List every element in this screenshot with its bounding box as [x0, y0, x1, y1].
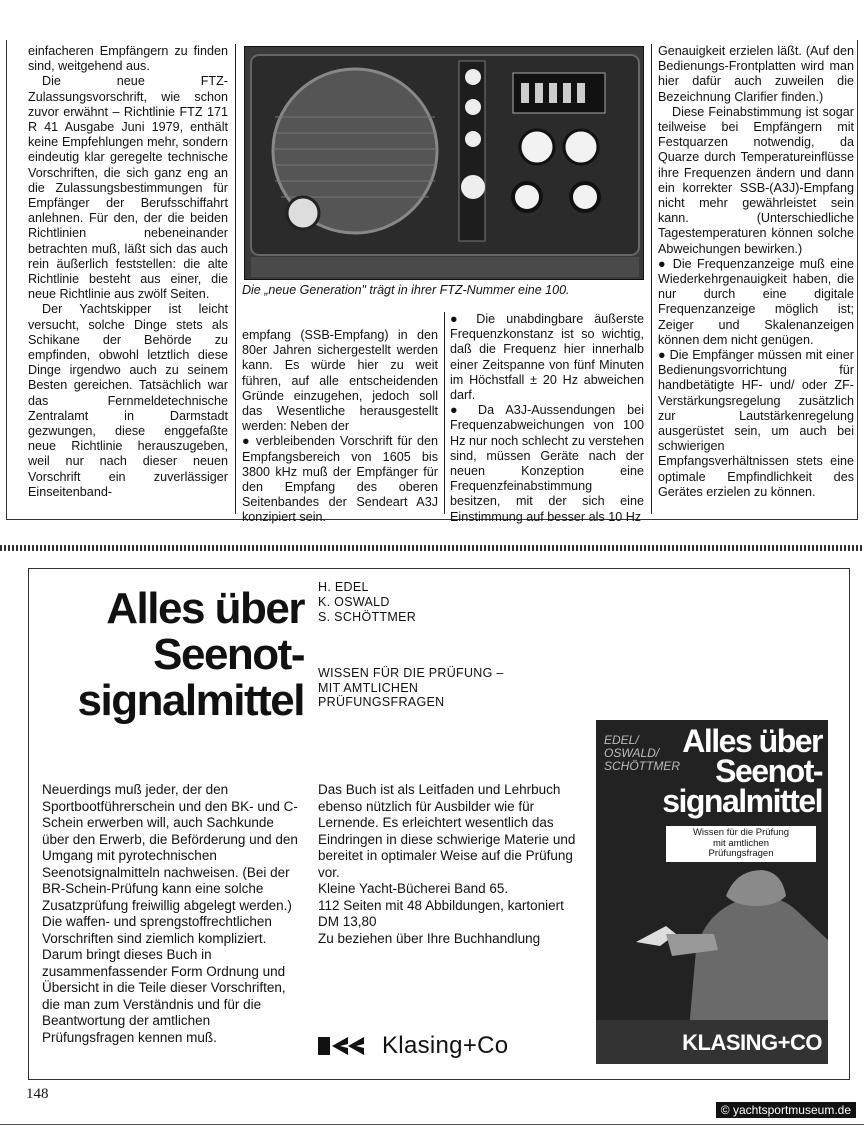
column-rule-2	[444, 312, 445, 514]
book-title-line-3: signalmittel	[662, 783, 822, 819]
book-sub-line-1: Wissen für die Prüfung	[692, 827, 790, 838]
article-column-3	[450, 312, 644, 525]
col1-para-1: einfacheren Empfängern zu finden sind, weitgehend aus.	[28, 44, 228, 74]
book-cover	[596, 720, 828, 1064]
ad-headline-line-3: signalmittel	[77, 676, 304, 725]
book-author-1: EDEL/	[604, 733, 639, 747]
book-sub-line-3: Prüfungsfragen	[708, 848, 774, 859]
ad-availability: Zu beziehen über Ihre Buchhandlung	[318, 930, 541, 946]
col4-para-4: ● Die Empfänger müssen mit einer Bedienungsvorrichtung für handbetätigte HF- und/ oder ZF-Verstärkungsregelung zusätzlich zur Lautstärkenregelung ausgerüstet sein, um auch bei schwierigen Empfangsverhältnissen stets eine optimale Empfindlichkeit des Gerätes erzielen zu können.	[658, 348, 854, 499]
col3-para-1: ● Die unabdingbare äußerste Frequenzkonstanz ist so wichtig, daß die Frequenz hier innerhalb einer Zeitspanne von fünf Minuten im Höchstfall ± 20 Hz abweichen darf.	[450, 312, 644, 403]
author-3: S. SCHÖTTMER	[318, 610, 417, 624]
subtitle-line-1: WISSEN FÜR DIE PRÜFUNG –	[318, 666, 504, 680]
bottom-rule	[0, 1124, 864, 1125]
book-title-line-2: Seenot-	[715, 753, 822, 789]
author-1: H. EDEL	[318, 580, 369, 594]
ad-subtitle	[318, 666, 504, 710]
book-cover-subtitle	[666, 826, 816, 862]
author-2: K. OSWALD	[318, 595, 390, 609]
col4-para-3: ● Die Frequenzanzeige muß eine Wiederkehrgenauigkeit haben, die nur durch eine digitale Frequenzanzeige möglich ist; Zeiger und Skalenanzeigen können dem nicht genügen.	[658, 256, 854, 347]
ad-authors	[318, 580, 416, 625]
subtitle-line-3: PRÜFUNGSFRAGEN	[318, 695, 445, 709]
book-cover-publisher: KLASING+CO	[682, 1030, 822, 1055]
col1-para-3: Der Yachtskipper ist leicht versucht, solche Dinge stets als Schikane der Behörde zu empfinden, obwohl letztlich diese Dinge irgendwo auch zu seinem Besten gereichen. Tatsächlich war das Fernmeldetechnische Zentralamt in Darmstadt gezwungen, diese enggefaßte neue Richtlinie herauszugeben, weil nur nach dieser neuen Vorschrift ein zuverlässiger Einseitenband-	[28, 302, 228, 499]
book-cover-title	[602, 723, 822, 819]
page-number: 148	[26, 1086, 49, 1102]
book-title-line-1: Alles über	[682, 723, 822, 759]
ad-description-right	[318, 782, 580, 947]
column-rule-3	[651, 44, 652, 514]
ad-series-info: Kleine Yacht-Bücherei Band 65.	[318, 881, 509, 896]
subtitle-line-2: MIT AMTLICHEN	[318, 680, 419, 695]
article-column-2	[242, 328, 438, 526]
col2-para-1: empfang (SSB-Empfang) in den 80er Jahren sichergestellt werden kann. Es würde hier zu weit führen, auf alle entscheidenden Gründe einzugehen, jedoch soll das Wesentliche herausgestellt werden: Neben der	[242, 328, 438, 434]
article-column-4	[658, 44, 854, 500]
publisher-logo	[318, 1032, 508, 1060]
watermark: © yachtsportmuseum.de	[716, 1102, 856, 1118]
publisher-name: Klasing+Co	[382, 1032, 509, 1059]
book-author-2: OSWALD/	[604, 746, 660, 760]
col3-para-2: ● Da A3J-Aussendungen bei Frequenzabweichungen von 100 Hz nur noch schlecht zu verstehen sind, müssen Geräte nach der neuen Konzeption eine Frequenzfeinabstimmung besitzen, mit der sich eine Einstimmung auf besser als 10 Hz	[450, 403, 644, 524]
ad-headline-line-1: Alles über	[106, 584, 304, 633]
book-sub-line-2: mit amtlichen	[713, 837, 769, 849]
book-author-3: SCHÖTTMER	[604, 759, 680, 773]
section-divider	[0, 545, 864, 551]
col4-para-1: Genauigkeit erzielen läßt. (Auf den Bedienungs-Frontplatten wird man hier dafür auch zuweilen die Bezeichnung Clarifier finden.)	[658, 44, 854, 104]
article-column-1	[28, 44, 228, 500]
ad-headline-line-2: Seenot-	[153, 630, 304, 679]
radio-receiver-photo	[244, 46, 644, 280]
ad-description-left	[42, 782, 304, 1046]
radio-illustration	[245, 47, 644, 280]
col1-para-2: Die neue FTZ-Zulassungsvorschrift, wie schon zuvor erwähnt – Richtlinie FTZ 171 R 41 Ausgabe Juni 1979, enthält keine Empfehlungen mehr, sondern eindeutig klar geregelte technische Vorschriften, die sich ganz eng an die Zulassungsbestimmungen für Empfänger der Berufsschiffahrt anlehnen. Für den, der die beiden Richtlinien nebeneinander betrachten muß, läßt sich das auch rein äußerlich feststellen: die alte Richtlinie besteht aus einer, die neue Richtlinie aus zwölf Seiten.	[28, 74, 228, 302]
ad-description-right-para-1: Das Buch ist als Leitfaden und Lehrbuch ebenso nützlich für Ausbilder wie für Lernende. Es erleichtert wesentlich das Eindringen in diese schwierige Materie und bereitet in optimaler Weise auf die Prüfung vor.	[318, 782, 576, 880]
ad-headline	[34, 586, 304, 724]
ad-description-left-text: Neuerdings muß jeder, der den Sportbootführerschein und den BK- und C-Schein erwerben will, auch Sachkunde über den Erwerb, die Beförderung und den Umgang mit pyrotechnischen Seenotsignalmitteln nachweisen. (Bei der BR-Schein-Prüfung kann eine solche Zusatzprüfung freiwillig abgelegt werden.) Die waffen- und sprengstoffrechtlichen Vorschriften sind ziemlich kompliziert. Darum bringt dieses Buch in zusammenfassender Form Ordnung und Übersicht in die Teile dieser Vorschriften, die man zum Verständnis und für die Beantwortung der amtlichen Prüfungsfragen kennen muß.	[42, 782, 298, 1045]
col4-para-2: Diese Feinabstimmung ist sogar teilweise bei Empfängern mit Festquarzen notwendig, da Quarze durch Temperatureinflüsse ihre Frequenzen ändern und dann ein korrekter SSB-(A3J)-Empfang nicht mehr gewährleistet sein kann. (Unterschiedliche Tagestemperaturen können solche Abweichungen bewirken.)	[658, 104, 854, 256]
col2-para-2: ● verbleibenden Vorschrift für den Empfangsbereich von 1605 bis 3800 kHz muß der Empfänger für den Empfang des oberen Seitenbandes der Sendeart A3J konzipiert sein.	[242, 434, 438, 525]
photo-caption: Die „neue Generation" trägt in ihrer FTZ-Nummer eine 100.	[242, 283, 570, 297]
klasing-mark-icon	[318, 1035, 366, 1057]
column-rule-1	[235, 44, 236, 514]
ad-price-info: 112 Seiten mit 48 Abbildungen, kartoniert DM 13,80	[318, 897, 564, 929]
